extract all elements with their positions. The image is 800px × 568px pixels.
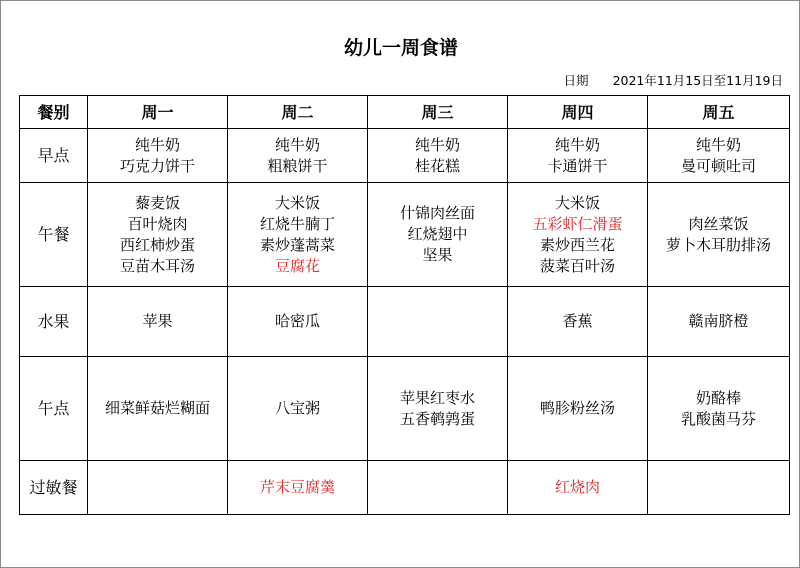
date-label: 日期 bbox=[563, 73, 589, 88]
dish-item: 肉丝菜饭 bbox=[688, 214, 749, 233]
date-line bbox=[564, 71, 783, 89]
dish-item: 鸭胗粉丝汤 bbox=[539, 399, 615, 417]
header-row bbox=[20, 96, 790, 129]
dish-item: 藜麦饭 bbox=[134, 193, 180, 212]
dish-item: 细菜鲜菇烂糊面 bbox=[104, 399, 210, 417]
dish-item: 哈密瓜 bbox=[274, 312, 320, 330]
menu-cell bbox=[88, 287, 228, 357]
menu-cell bbox=[648, 183, 790, 287]
dish-item: 菠菜百叶汤 bbox=[539, 256, 615, 275]
dish-item: 赣南脐橙 bbox=[688, 312, 749, 330]
dish-item: 红烧肉 bbox=[554, 478, 600, 496]
menu-cell bbox=[368, 129, 508, 183]
menu-cell bbox=[88, 461, 228, 515]
menu-cell bbox=[228, 129, 368, 183]
meal-label: 水果 bbox=[20, 287, 88, 357]
dish-item: 大米饭 bbox=[274, 193, 320, 212]
dish-item: 香蕉 bbox=[562, 312, 593, 330]
meal-row bbox=[20, 357, 790, 461]
dish-item: 曼可顿吐司 bbox=[680, 156, 756, 175]
menu-cell bbox=[368, 357, 508, 461]
menu-cell bbox=[508, 183, 648, 287]
dish-item: 卡通饼干 bbox=[547, 156, 608, 175]
meal-row bbox=[20, 183, 790, 287]
menu-cell bbox=[88, 129, 228, 183]
menu-cell bbox=[228, 287, 368, 357]
menu-cell bbox=[648, 357, 790, 461]
dish-item: 粗粮饼干 bbox=[267, 156, 328, 175]
meal-row bbox=[20, 461, 790, 515]
dish-item: 什锦肉丝面 bbox=[399, 204, 475, 222]
dish-item: 奶酪棒 bbox=[695, 388, 741, 407]
dish-item: 乳酸菌马芬 bbox=[680, 409, 756, 428]
dish-item: 豆腐花 bbox=[274, 256, 320, 275]
date-value: 2021年11月15日至11月19日 bbox=[612, 73, 783, 88]
day-header: 周一 bbox=[88, 96, 228, 129]
meal-label: 午点 bbox=[20, 357, 88, 461]
dish-item: 八宝粥 bbox=[274, 399, 320, 417]
dish-item: 大米饭 bbox=[554, 193, 600, 212]
dish-item: 素炒西兰花 bbox=[539, 235, 615, 254]
dish-item: 红烧翅中 bbox=[407, 225, 468, 243]
menu-cell bbox=[228, 461, 368, 515]
menu-cell bbox=[88, 357, 228, 461]
dish-item: 红烧牛腩丁 bbox=[259, 214, 335, 233]
menu-cell bbox=[368, 461, 508, 515]
dish-item: 苹果 bbox=[142, 312, 173, 330]
menu-cell bbox=[368, 183, 508, 287]
dish-item: 纯牛奶 bbox=[274, 135, 320, 154]
dish-item: 纯牛奶 bbox=[695, 135, 741, 154]
menu-cell bbox=[508, 357, 648, 461]
meal-label: 早点 bbox=[20, 129, 88, 183]
meal-row bbox=[20, 287, 790, 357]
menu-cell bbox=[648, 129, 790, 183]
menu-cell bbox=[648, 461, 790, 515]
dish-item: 西红柿炒蛋 bbox=[119, 235, 195, 254]
dish-item: 五彩虾仁滑蛋 bbox=[532, 214, 623, 233]
menu-cell bbox=[648, 287, 790, 357]
meal-label: 午餐 bbox=[20, 183, 88, 287]
day-header: 周三 bbox=[368, 96, 508, 129]
day-header: 周二 bbox=[228, 96, 368, 129]
dish-item: 纯牛奶 bbox=[554, 135, 600, 154]
dish-item: 巧克力饼干 bbox=[119, 156, 195, 175]
menu-cell bbox=[508, 461, 648, 515]
menu-cell bbox=[228, 357, 368, 461]
dish-item: 豆苗木耳汤 bbox=[119, 256, 195, 275]
corner-header: 餐别 bbox=[20, 96, 88, 129]
dish-item: 桂花糕 bbox=[414, 156, 460, 175]
dish-item: 百叶烧肉 bbox=[127, 214, 188, 233]
dish-item: 素炒蓬蒿菜 bbox=[259, 235, 335, 254]
menu-cell bbox=[228, 183, 368, 287]
menu-cell bbox=[88, 183, 228, 287]
weekly-menu-table bbox=[19, 95, 790, 515]
meal-row bbox=[20, 129, 790, 183]
dish-item: 纯牛奶 bbox=[414, 135, 460, 154]
day-header: 周五 bbox=[648, 96, 790, 129]
day-header: 周四 bbox=[508, 96, 648, 129]
dish-item: 芹末豆腐羹 bbox=[259, 478, 335, 496]
dish-item: 苹果红枣水 bbox=[399, 388, 475, 407]
meal-label: 过敏餐 bbox=[20, 461, 88, 515]
page-title: 幼儿一周食谱 bbox=[343, 37, 458, 59]
dish-item: 纯牛奶 bbox=[134, 135, 180, 154]
menu-cell bbox=[508, 287, 648, 357]
dish-item: 五香鹌鹑蛋 bbox=[399, 409, 475, 428]
dish-item: 萝卜木耳肋排汤 bbox=[665, 235, 771, 254]
menu-cell bbox=[508, 129, 648, 183]
dish-item: 坚果 bbox=[422, 246, 453, 264]
menu-cell bbox=[368, 287, 508, 357]
